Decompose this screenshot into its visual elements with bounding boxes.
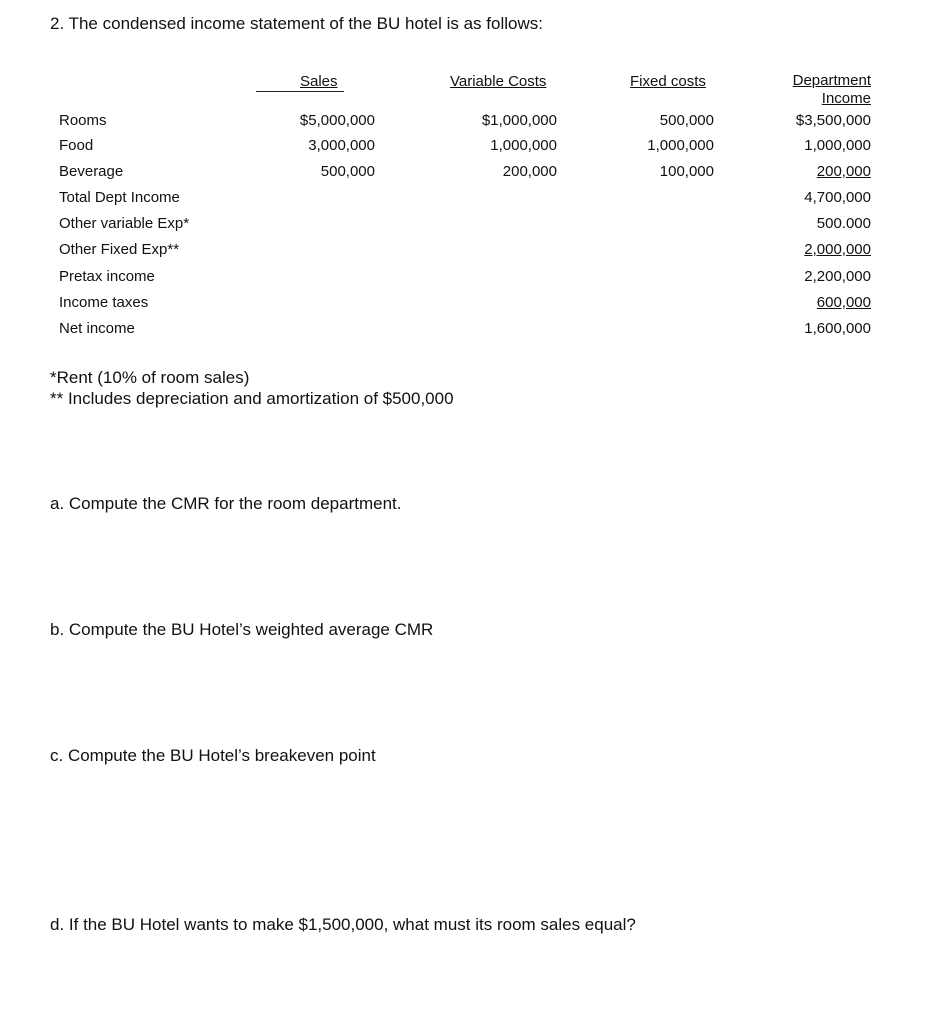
- footnote-rent: *Rent (10% of room sales): [50, 368, 250, 387]
- page-title: 2. The condensed income statement of the BU hotel is as follows:: [50, 14, 543, 33]
- header-line: Department: [792, 72, 871, 89]
- question-a: a. Compute the CMR for the room department.: [50, 494, 402, 513]
- column-header-department-income: [793, 72, 871, 108]
- cell-variable-costs: $1,000,000: [481, 112, 557, 129]
- column-header-fixed-costs: Fixed costs: [630, 73, 706, 90]
- header-line: Income: [821, 90, 871, 107]
- cell-sales: $5,000,000: [299, 112, 375, 129]
- cell-department-income: $3,500,000: [795, 112, 871, 129]
- cell-department-income: 2,000,000: [804, 241, 871, 258]
- row-label: Total Dept Income: [59, 189, 180, 206]
- row-label: Net income: [59, 320, 135, 337]
- row-label: Food: [59, 137, 94, 154]
- cell-variable-costs: 200,000: [502, 163, 557, 180]
- cell-department-income: 1,000,000: [804, 137, 871, 154]
- footnote-depreciation: ** Includes depreciation and amortization of $500,000: [50, 389, 454, 408]
- row-label: Income taxes: [59, 294, 149, 311]
- cell-fixed-costs: 500,000: [659, 112, 714, 129]
- column-header-sales: Sales: [300, 73, 338, 90]
- row-label: Beverage: [59, 163, 124, 180]
- cell-fixed-costs: 100,000: [659, 163, 714, 180]
- cell-sales: 3,000,000: [308, 137, 375, 154]
- row-label: Pretax income: [59, 268, 155, 285]
- question-c: c. Compute the BU Hotel’s breakeven point: [50, 746, 376, 765]
- question-b: b. Compute the BU Hotel’s weighted average CMR: [50, 620, 434, 639]
- cell-department-income: 4,700,000: [804, 189, 871, 206]
- cell-variable-costs: 1,000,000: [490, 137, 557, 154]
- cell-department-income: 500.000: [816, 215, 871, 232]
- cell-department-income: 2,200,000: [804, 268, 871, 285]
- cell-sales: 500,000: [320, 163, 375, 180]
- sales-header-rule: [256, 91, 344, 92]
- cell-fixed-costs: 1,000,000: [647, 137, 714, 154]
- column-header-variable-costs: Variable Costs: [450, 73, 547, 90]
- row-label: Other variable Exp*: [59, 215, 190, 232]
- row-label: Rooms: [59, 112, 107, 129]
- cell-department-income: 600,000: [816, 294, 871, 311]
- cell-department-income: 200,000: [816, 163, 871, 180]
- cell-department-income: 1,600,000: [804, 320, 871, 337]
- row-label: Other Fixed Exp**: [59, 241, 180, 258]
- question-d: d. If the BU Hotel wants to make $1,500,000, what must its room sales equal?: [50, 915, 636, 934]
